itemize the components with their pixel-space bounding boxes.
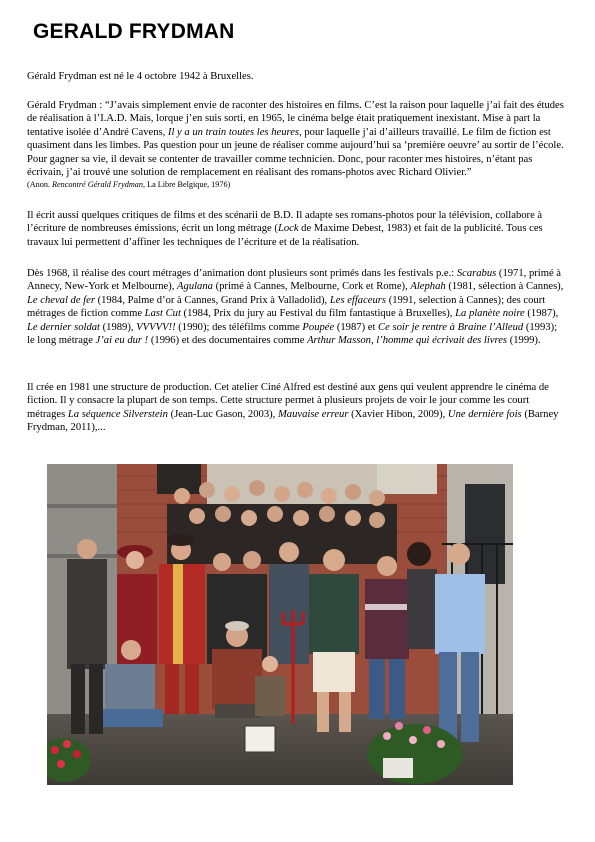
page-title: GERALD FRYDMAN [33,20,235,43]
film-title-cheval: Le cheval de fer [27,294,95,306]
source-prefix: (Anon. [27,180,53,190]
film-title-mauvaise: Mauvaise erreur [277,408,349,420]
birth-paragraph: Gérald Frydman est né le 4 octobre 1942 à Bruxelles. [27,71,254,82]
quote-text-1: Gérald Frydman : “J’avais simplement envie de raconter des histoires en films. C’est la raison pour laquelle j’ai fait des études de réalisation à l’I.A.D. Mais, lorque j’en suis sorti, en 1965, le cinéma belge était pratiquement inexistant. Mise à part la tentative isolée d’André Cavens, [27,100,564,138]
group-photo-illustration [47,464,513,785]
group-photo [47,464,513,785]
films-text: (1984, Palme d’or à Cannes, Grand Prix à Valladolid), [94,294,330,306]
production-text: (Jean-Luc Gason, 2003), [167,408,278,420]
films-text: (1987), [524,308,559,320]
production-text: (Xavier Hibon, 2009), [348,408,448,420]
films-text: (1984, Prix du jury au Festival du film fantastique à Bruxelles), [180,308,456,320]
production-paragraph [27,381,567,435]
production-text: (Barney Frydman, 2011),... [27,408,559,434]
films-text: Dès 1968, il réalise des court métrages d’animation dont plusieurs sont primés dans les festivals p.e.: [27,268,457,279]
source-title: Rencontré Gérald Frydman [52,180,143,190]
film-title-cesoir: Ce soir je rentre à Braine l’Alleud [378,321,524,333]
films-text: (1996) et des documentaires comme [148,335,308,347]
films-text: (1981, sélection à Cannes), [445,281,564,293]
source-suffix: , La Libre Belgique, 1976) [142,180,231,190]
quote-source [27,179,567,190]
film-title-agulana: Agulana [177,281,213,293]
film-title-planete: La planète noire [455,308,525,320]
quote-paragraph [27,99,567,190]
film-title-poupee: Poupée [302,321,335,333]
films-text: (1989), [99,321,137,333]
critiques-text-2: de Maxime Debest, 1983) et fait de la publicité. Tous ces travaux lui permettent d’affiner les techniques de l’écriture et de la réalisation. [27,223,543,248]
film-title-derniere: Une dernière fois [447,408,522,420]
film-title-train: Il y a un train toutes les heures [167,126,300,138]
films-text: (1993); le long métrage [27,321,558,347]
critiques-paragraph [27,209,567,249]
film-title-scarabus: Scarabus [456,268,497,279]
film-title-silverstein: La séquence Silverstein [67,408,168,420]
films-text: (primé à Cannes, Melbourne, Cork et Rome), [212,281,411,293]
films-text: (1971, primé à Annecy, New-York et Melbourne), [27,268,562,293]
film-title-vvvvv: VVVVV!! [136,321,176,333]
film-title-soldat: Le dernier soldat [27,321,100,333]
production-text: Il crée en 1981 une structure de production. Cet atelier Ciné Alfred est destiné aux gens qui veulent apprendre le cinéma de fiction. Il y consacre la plupart de son temps. Cette structure permet à plusieurs projets de voir le jour comme les court métrages [27,382,549,420]
film-title-lock: Lock [277,223,299,235]
film-title-jaieudur: J’ai eu dur ! [95,335,149,347]
films-paragraph [27,267,567,347]
film-title-lastcut: Last Cut [144,308,181,320]
quote-text-2: , pour laquelle j’ai d’ailleurs travaillé. Le film de fiction est quasiment dans les limbes. Pas question pour un jeune de réaliser comme aujourd’hui sa ‘première oeuvre’ au sortir de l’école. Pour gagner sa vie, il devait se contenter de travailler comme technicien. Donc, pour raconter mes histoires, n’étant pas écrivain, j’ai trouvé une solution de remplacement en réalisant des romans-photos avec Richard Olivier.” [27,126,564,179]
films-text: (1987) et [334,321,379,333]
critiques-text-1: Il écrit aussi quelques critiques de films et des scénarii de B.D. Il adapte ses romans-photos pour la télévision, collabore à l’écriture de nombreuses émissions, écrit un long métrage ( [27,210,543,235]
films-text: (1990); des téléfilms comme [175,321,303,333]
films-text: (1991, selection à Cannes); des court métrages de fiction comme [27,294,546,320]
film-title-masson: Arthur Masson, l’homme qui écrivait des livres [307,335,508,347]
film-title-effaceurs: Les effaceurs [329,294,387,306]
film-title-alephah: Alephah [410,281,446,293]
films-text: (1999). [507,335,541,347]
